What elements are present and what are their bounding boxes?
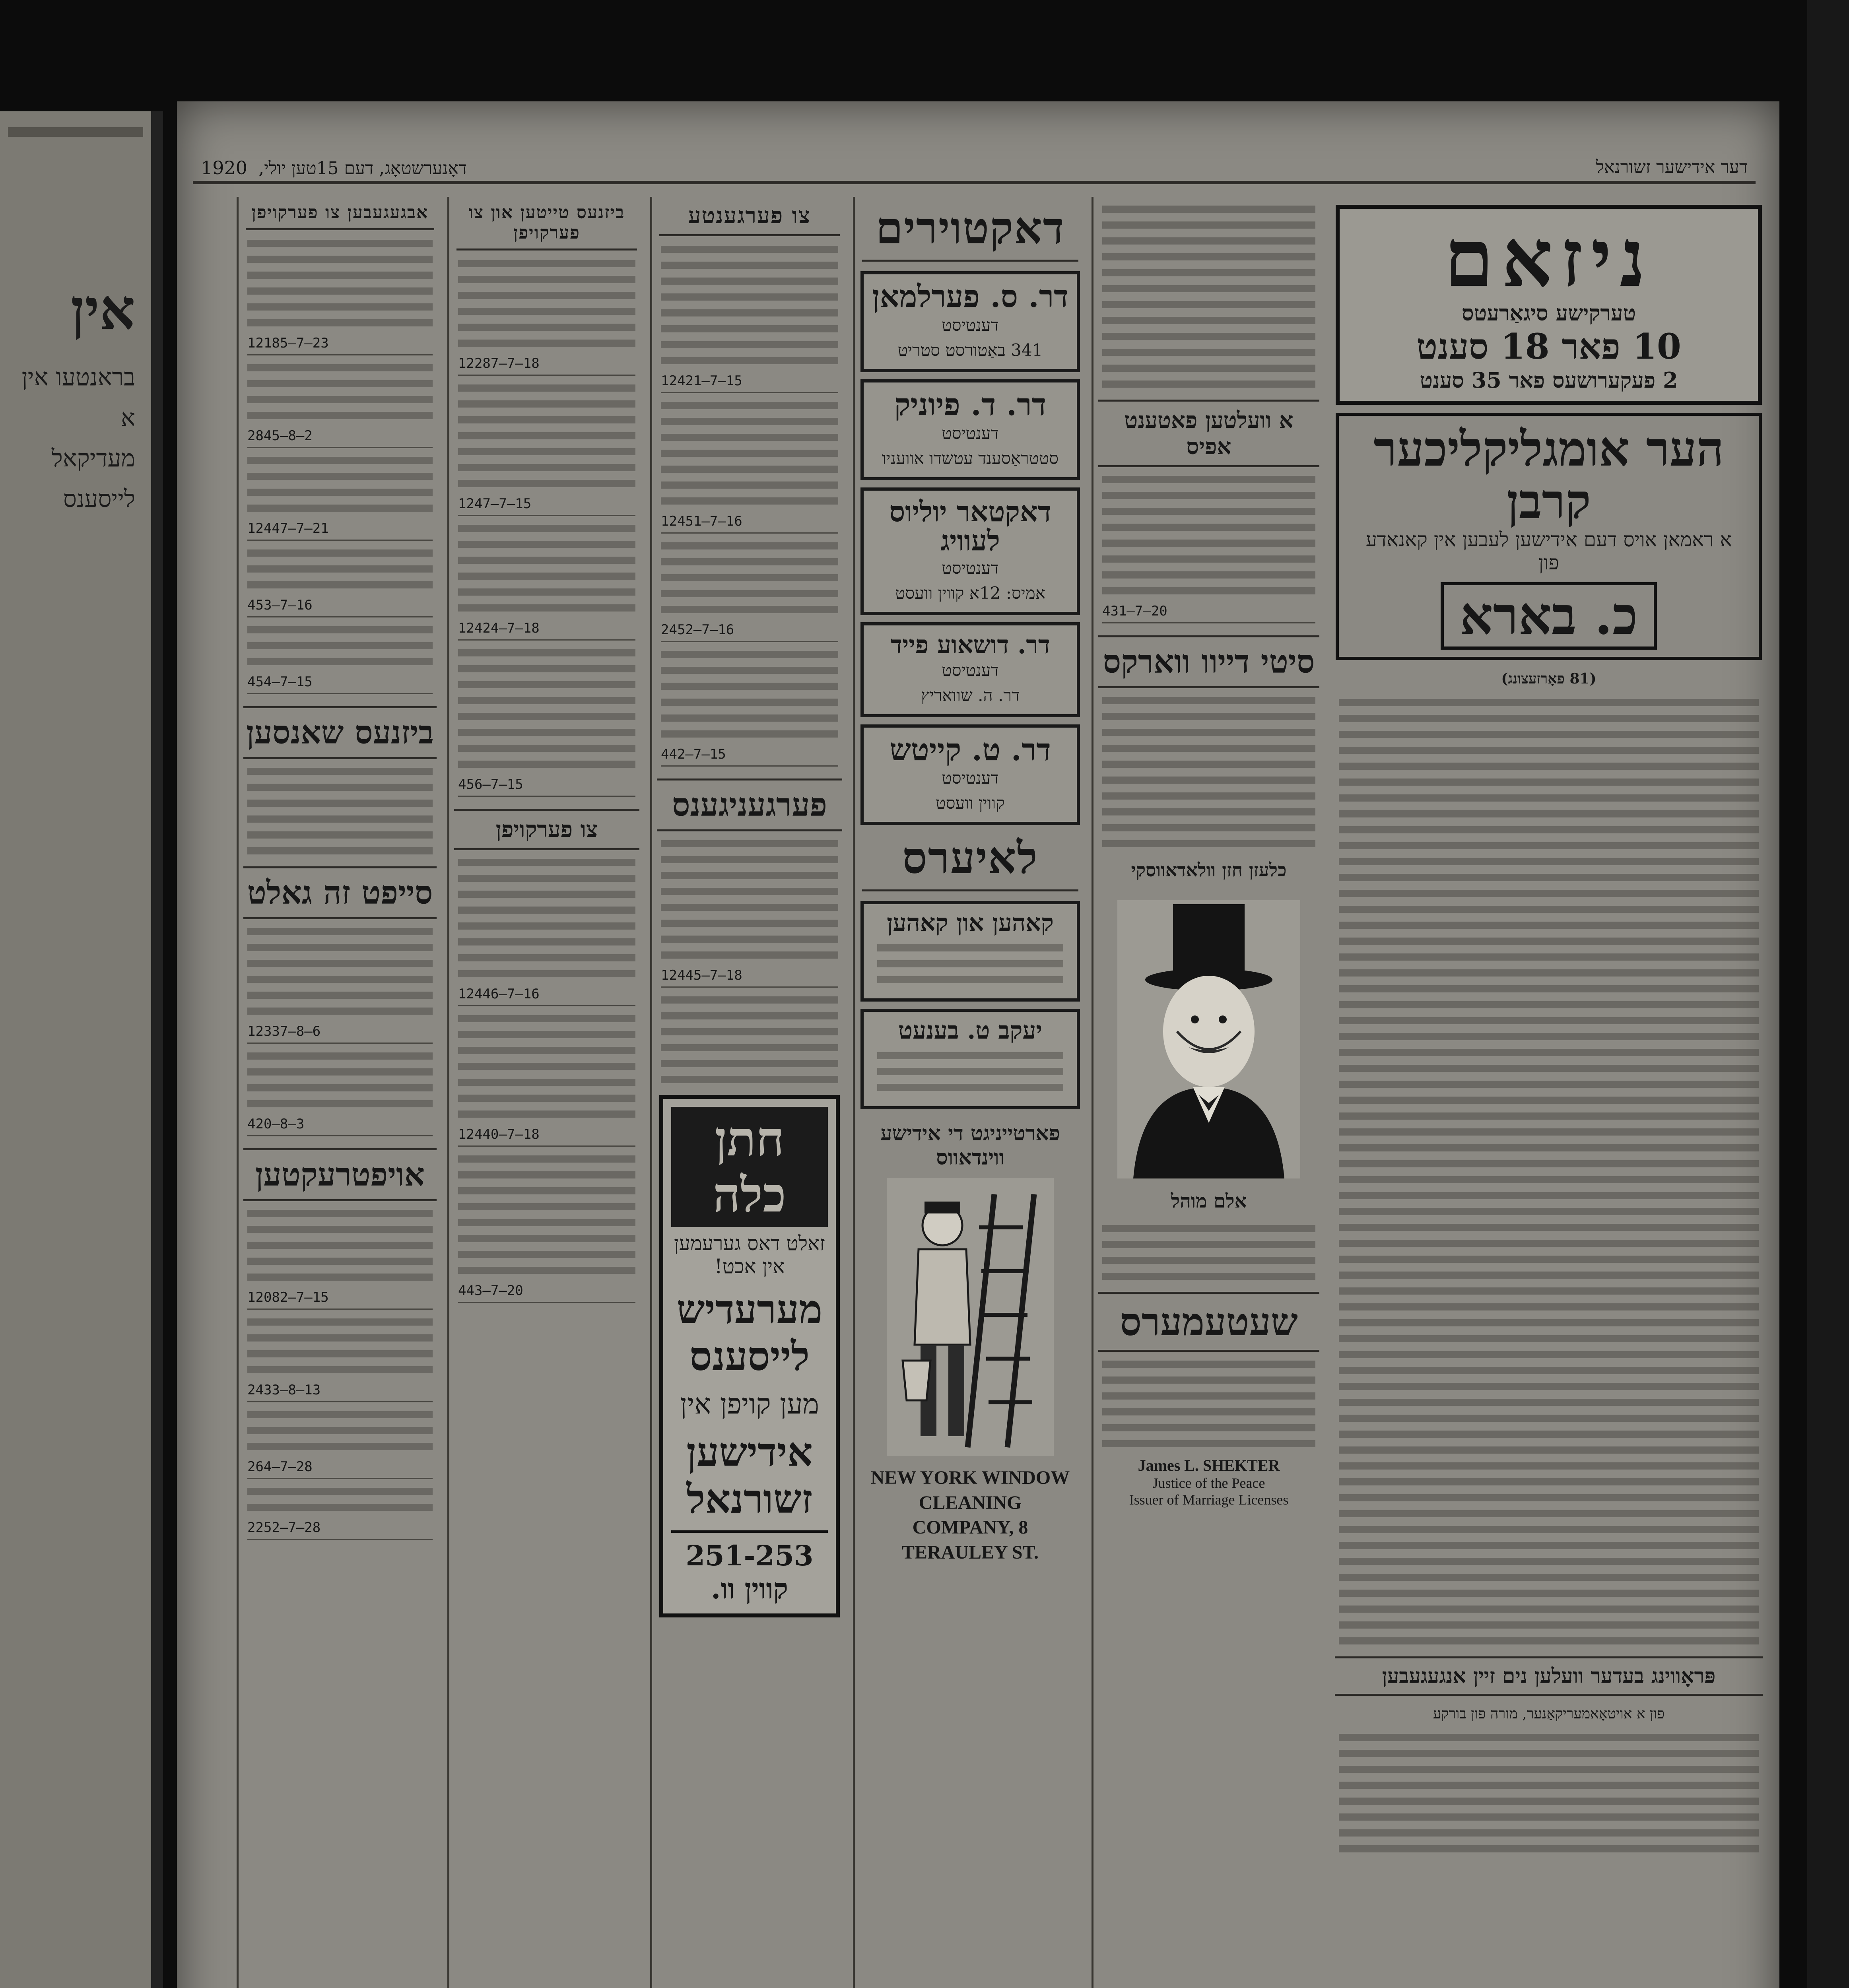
- column-middle-left: [447, 197, 644, 1988]
- film-strip-mark: [8, 127, 143, 137]
- fragment-line: בראנטעו אין א: [21, 363, 135, 432]
- date-text: דאָנערשטאָג, דעם 15טען יולי,: [258, 158, 467, 179]
- doctor-address: דר. ה. שוואריץ: [921, 685, 1020, 705]
- classified-number: 12337—8—6: [247, 1023, 433, 1044]
- classified-body: [661, 402, 838, 505]
- classified-body: [247, 1210, 433, 1281]
- article-body: [1102, 206, 1315, 388]
- doctor-name: דר. ד. פיוניק: [894, 386, 1047, 422]
- section-title: דאקטוירים: [862, 202, 1078, 262]
- article-body: [1102, 1225, 1315, 1280]
- novel-author: כ. בארא: [1441, 582, 1657, 650]
- classified-number: 453—7—16: [247, 597, 433, 617]
- classified-body: [247, 457, 433, 512]
- fragment-line: אין: [70, 277, 135, 342]
- ladder-man-illustration: [887, 1178, 1054, 1456]
- column-center-left: [650, 197, 847, 1988]
- signature-title: Justice of the Peace: [1152, 1475, 1265, 1491]
- doctor-ad: [860, 271, 1080, 372]
- article-body: [1339, 1734, 1759, 1852]
- classified-body: [661, 246, 838, 364]
- masthead: [193, 145, 1756, 184]
- classified-number: 442—7—15: [661, 746, 838, 767]
- classified-body: [247, 549, 433, 588]
- doctor-role: דענטיסט: [942, 423, 999, 443]
- ad-price: 10 פאר 18 סענט: [1416, 326, 1682, 367]
- fragment-line: לייסענס: [63, 485, 135, 513]
- section-title: אויפטרעקטען: [243, 1148, 437, 1201]
- classified-body: [247, 364, 433, 419]
- signature-name: James L. SHEKTER: [1138, 1456, 1280, 1474]
- article-body: [1102, 476, 1315, 594]
- ad-line: טערקישע סיגאַרעטס: [1461, 300, 1636, 326]
- ad-title: חתן כלה: [671, 1107, 828, 1227]
- classified-body: [458, 260, 635, 347]
- classified-body: [661, 651, 838, 738]
- section-title: פערגעניגענס: [657, 779, 842, 831]
- doctor-ad: [860, 487, 1080, 615]
- film-right-margin: [1807, 0, 1849, 1988]
- ad-line: 2 פעקערושעס פאר 35 סענט: [1420, 367, 1678, 393]
- novel-title: הער אומגליקליכער קרבן: [1373, 421, 1724, 530]
- article-body: [1102, 697, 1315, 847]
- classified-number: 2252—7—28: [247, 1520, 433, 1540]
- classified-number: 431—7—20: [1102, 603, 1315, 623]
- classified-body: [458, 384, 635, 487]
- column-right: [1330, 197, 1767, 1988]
- doctor-role: דענטיסט: [942, 768, 999, 788]
- article-body: [1102, 1361, 1315, 1447]
- company-address-en: COMPANY, 8 TERAULEY ST.: [901, 1517, 1039, 1563]
- classified-body: [247, 240, 433, 326]
- doctor-ad: [860, 724, 1080, 825]
- doctor-name: דר. דושאוע פייד: [890, 630, 1050, 659]
- portrait-caption: כלעזן חזן וולאדאווסקי: [1131, 859, 1287, 881]
- portrait-caption: אלם מוהל: [1171, 1190, 1247, 1213]
- article-heading: פּראָווינג בעדער וועלען נים זיין אנגעגעבען: [1335, 1656, 1763, 1696]
- doctor-address: אמיס: 12א קווין וועסט: [895, 583, 1046, 603]
- classified-number: 443—7—20: [458, 1283, 635, 1303]
- classified-number: 12447—7—21: [247, 520, 433, 541]
- lawyer-name: יעקב ט. בענעט: [898, 1017, 1043, 1045]
- classified-body: [247, 1052, 433, 1107]
- doctor-role: דענטיסט: [942, 558, 999, 578]
- classified-number: 12421—7—15: [661, 373, 838, 393]
- classified-body: [661, 840, 838, 959]
- company-name-en: NEW YORK WINDOW CLEANING: [870, 1467, 1070, 1513]
- novel-author-prefix: פון: [1538, 551, 1559, 574]
- section-title: לאיערס: [862, 832, 1078, 891]
- doctor-address: קווין וועסט: [936, 793, 1005, 813]
- classified-body: [247, 626, 433, 665]
- classified-body: [247, 1411, 433, 1450]
- ad-headline: פארטייניגט די אידישע ווינדאווס: [880, 1121, 1060, 1170]
- classified-body: [247, 928, 433, 1015]
- column-right-center: [1092, 197, 1324, 1988]
- doctor-address: 341 באַטורסט סטריט: [897, 340, 1043, 360]
- doctor-name: דר. ט. קייטש: [890, 732, 1051, 767]
- section-title: ביזנעס טייטען און צו פערקויפן: [456, 202, 637, 250]
- article-subheading: פון א אויטאָאמעריקאַנער, מורה פון בורקע: [1433, 1705, 1665, 1722]
- column-left: [237, 197, 441, 1988]
- classified-body: [458, 1155, 635, 1274]
- doctor-role: דענטיסט: [942, 660, 999, 680]
- classified-number: 2845—8—2: [247, 428, 433, 448]
- classified-body: [458, 525, 635, 612]
- ad-headline: מערעדיש לייסענס: [676, 1286, 823, 1380]
- date-line: [201, 157, 467, 179]
- lawyer-ad: [860, 901, 1080, 1002]
- column-center: [853, 197, 1086, 1988]
- classified-body: [458, 649, 635, 768]
- classified-body: [247, 768, 433, 854]
- section-title: צו פערגענטע: [659, 202, 840, 236]
- classified-number: 2452—7—16: [661, 622, 838, 642]
- section-title: צו פערקויפן: [454, 809, 639, 850]
- section-title: שעטעמערס: [1098, 1292, 1319, 1352]
- classified-number: 12424—7—18: [458, 620, 635, 641]
- classified-number: 12445—7—18: [661, 967, 838, 988]
- classified-body: [458, 1015, 635, 1118]
- classified-number: 264—7—28: [247, 1459, 433, 1479]
- classified-number: 454—7—15: [247, 674, 433, 694]
- doctor-ad: [860, 622, 1080, 717]
- cantor-portrait: [1117, 900, 1300, 1178]
- fragment-line: מעדיקאל: [51, 445, 135, 472]
- classified-number: 12446—7—16: [458, 986, 635, 1006]
- classified-number: 12185—7—23: [247, 335, 433, 355]
- article-body: [1339, 699, 1759, 1644]
- section-title: אבגעגעבען צו פערקויפן: [246, 202, 434, 230]
- classified-number: 12440—7—18: [458, 1126, 635, 1147]
- section-title: סיטי דייוו ווארקס: [1098, 635, 1319, 688]
- newspaper-page: [177, 101, 1779, 1988]
- classified-number: 1247—7—15: [458, 496, 635, 516]
- ad-text: מען קויפן אין: [680, 1388, 819, 1420]
- man-in-top-hat-illustration: [1117, 900, 1300, 1178]
- article-headline: א וועלטען פאטענט אפיס: [1098, 400, 1319, 467]
- doctor-role: דענטיסט: [942, 315, 999, 335]
- novel-header: [1336, 413, 1762, 660]
- ad-subtitle: זאלט דאס גערעמען אין אכט!: [674, 1232, 825, 1278]
- doctor-name: דאקטאר יוליוס לעוויג: [889, 495, 1051, 557]
- doctor-name: דר. ס. פערלמאן: [872, 279, 1068, 314]
- lawyer-name: קאהען און קאהען: [887, 909, 1054, 937]
- classified-body: [458, 859, 635, 977]
- classified-number: 420—8—3: [247, 1116, 433, 1136]
- nizam-cigarette-ad: [1336, 205, 1762, 405]
- classified-body: [247, 1318, 433, 1373]
- classified-number: 12287—7—18: [458, 355, 635, 376]
- ad-address: 251-253 קווין וו.: [671, 1530, 828, 1606]
- classified-body: [247, 1488, 433, 1511]
- classified-number: 12451—7—16: [661, 513, 838, 534]
- window-cleaning-ad: [860, 1117, 1081, 1569]
- signature-subtitle: Issuer of Marriage Licenses: [1129, 1491, 1289, 1508]
- year-text: 1920: [201, 157, 248, 179]
- classified-number: 456—7—15: [458, 777, 635, 797]
- doctor-address: סטטראַסענד עטשדו אוועניו: [882, 448, 1059, 468]
- ad-headline: אידישען זשורנאל: [686, 1429, 813, 1522]
- classified-body: [661, 542, 838, 613]
- classified-body: [661, 996, 838, 1083]
- paper-name: דער אידישער זשורנאל: [1596, 157, 1748, 177]
- section-title: ביזנעס שאנסען: [243, 706, 437, 759]
- section-title: סייפט זה גאלט: [243, 866, 437, 919]
- installment-heading: (81 פאָרזעצונג): [1501, 670, 1597, 687]
- adjacent-film-frame: [0, 111, 163, 1988]
- novel-subtitle: א ראמאן אויס דעם אידישען לעבען אין קאנאדע: [1365, 528, 1732, 551]
- doctor-ad: [860, 379, 1080, 480]
- ad-title: ניזאם: [1444, 212, 1654, 305]
- marriage-license-ad: [659, 1095, 840, 1617]
- classified-number: 12082—7—15: [247, 1289, 433, 1310]
- classified-number: 2433—8—13: [247, 1382, 433, 1402]
- lawyer-ad: [860, 1009, 1080, 1109]
- adjacent-page-fragment: [12, 262, 135, 519]
